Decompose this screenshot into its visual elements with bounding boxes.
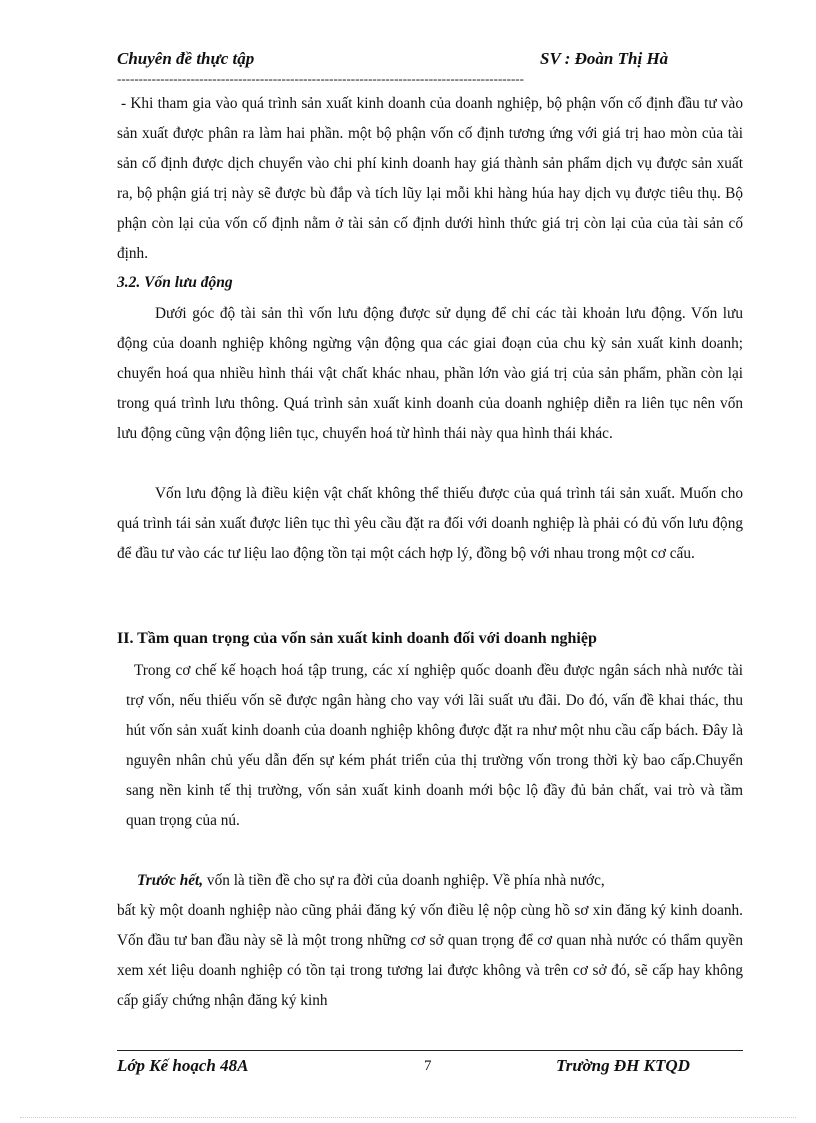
footer-rule [117, 1050, 743, 1051]
header-student-name: SV : Đoàn Thị Hà [540, 49, 669, 68]
paragraph-importance: Trong cơ chế kế hoạch hoá tập trung, các xí nghiệp quốc doanh đều được ngân sách nhà nước tài trợ vốn, nếu thiếu vốn sẽ được ngân hàng cho vay với lãi suất ưu đãi. Do đó, vấn đề khai thác, thu hút vốn sản xuất kinh doanh của doanh nghiệp không được đặt ra như một nhu cầu cấp bách. Đây là nguyên nhân chủ yếu dẫn đến sự kém phát triển của thị trường vốn trong thời kỳ bao cấp.Chuyển sang nền kinh tế thị trường, vốn sản xuất kinh doanh mới bộc lộ đầy đủ bản chất, vai trò và tầm quan trọng của nú. [126, 662, 743, 829]
footer-class-name: Lớp Kế hoạch 48A [117, 1056, 249, 1075]
page-bottom-border [20, 1117, 796, 1118]
paragraph-first-of-all [117, 866, 743, 896]
section-heading-II: II. Tầm quan trọng của vốn sản xuất kinh doanh đối với doanh nghiệp [117, 630, 597, 647]
section-heading-3-2: 3.2. Vốn lưu động [117, 274, 233, 291]
page-number: 7 [424, 1058, 432, 1074]
paragraph-working-capital-condition: Vốn lưu động là điều kiện vật chất không thể thiếu được của quá trình tái sản xuất. Muốn cho quá trình tái sản xuất được liên tục thì yêu cầu đặt ra đối với doanh nghiệp là phải có đủ vốn lưu động để đầu tư vào các tư liệu lao động tồn tại một cách hợp lý, đồng bộ với nhau trong một cơ cấu. [117, 485, 743, 562]
paragraph-working-capital-definition: Dưới góc độ tài sản thì vốn lưu động được sử dụng để chỉ các tài khoản lưu động. Vốn lưu động của doanh nghiệp không ngừng vận động qua các giai đoạn của chu kỳ sản xuất kinh doanh; chuyển hoá qua nhiều hình thái vật chất khác nhau, phần lớn vào giá trị của sản phẩm, phần còn lại trong quá trình lưu thông. Quá trình sản xuất kinh doanh của doanh nghiệp diễn ra liên tục nên vốn lưu động cũng vận động liên tục, chuyển hoá từ hình thái này qua hình thái khác. [117, 305, 743, 442]
paragraph-registration: bất kỳ một doanh nghiệp nào cũng phải đăng ký vốn điều lệ nộp cùng hồ sơ xin đăng ký kinh doanh. Vốn đầu tư ban đầu này sẽ là một trong những cơ sở quan trọng để cơ quan nhà nước có thẩm quyền xem xét liệu doanh nghiệp có tồn tại trong tương lai được không và trên cơ sở đó, sẽ cấp hay không cấp giấy chứng nhận đăng ký kinh [117, 902, 743, 1009]
lead-sentence: vốn là tiền đề cho sự ra đời của doanh nghiệp. Về phía nhà nước, [203, 872, 605, 889]
header-dashed-rule: ---------------------------------------------------------------------------------------------- [117, 72, 524, 86]
lead-phrase: Trước hết, [137, 872, 204, 889]
footer-university: Trường ĐH KTQD [556, 1056, 690, 1075]
header-course-title: Chuyên đề thực tập [117, 49, 255, 68]
paragraph-fixed-capital: - Khi tham gia vào quá trình sản xuất kinh doanh của doanh nghiệp, bộ phận vốn cố định đầu tư vào sản xuất được phân ra làm hai phần. một bộ phận vốn cố định tương ứng với giá trị hao mòn của tài sản cố định được dịch chuyển vào chi phí kinh doanh hay giá thành sản phẩm dịch vụ được sản xuất ra, bộ phận giá trị này sẽ được bù đắp và tích lũy lại mỗi khi hàng húa hay dịch vụ được tiêu thụ. Bộ phận còn lại của vốn cố định nằm ở tài sản cố định dưới hình thức giá trị còn lại của của tài sản cố định. [117, 95, 743, 262]
